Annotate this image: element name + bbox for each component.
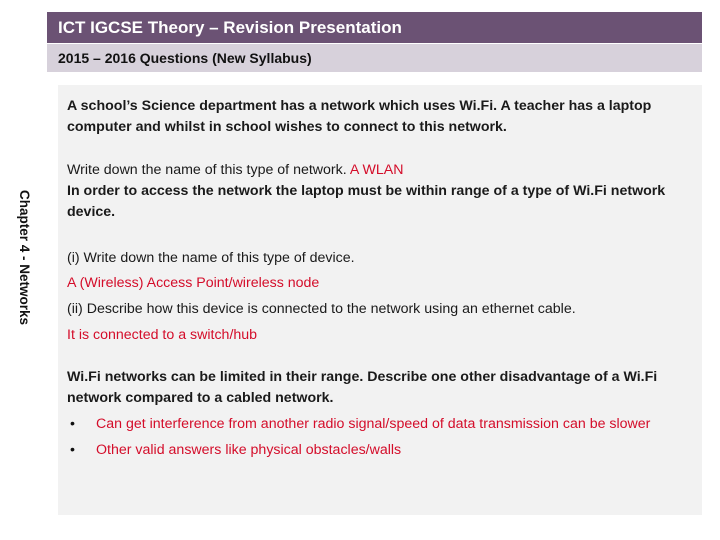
bullet-icon: • bbox=[70, 442, 75, 458]
q2i-answer: A (Wireless) Access Point/wireless node bbox=[67, 275, 320, 291]
slide-title: ICT IGCSE Theory – Revision Presentation bbox=[47, 12, 702, 43]
question-3: Wi.Fi networks can be limited in their range. Describe one other disadvantage of a Wi.Fi network compared to a cabled network. bbox=[67, 369, 658, 406]
q3-answer-list bbox=[67, 414, 697, 461]
q2i-prompt: (i) Write down the name of this type of device. bbox=[67, 250, 355, 266]
question-intro: A school’s Science department has a network which uses Wi.Fi. A teacher has a laptop computer and whilst in school wishes to connect to this network. bbox=[67, 98, 652, 135]
q1-prompt: Write down the name of this type of network. bbox=[67, 162, 347, 178]
question-1 bbox=[67, 160, 697, 181]
q2ii-prompt: (ii) Describe how this device is connected to the network using an ethernet cable. bbox=[67, 301, 576, 317]
list-item bbox=[67, 440, 697, 461]
q3-answer-2: Other valid answers like physical obstacles/walls bbox=[96, 442, 402, 458]
bullet-icon: • bbox=[70, 416, 75, 432]
list-item bbox=[67, 414, 697, 435]
question-2-context: In order to access the network the laptop must be within range of a type of Wi.Fi network device. bbox=[67, 183, 666, 220]
slide-subtitle: 2015 – 2016 Questions (New Syllabus) bbox=[47, 44, 702, 72]
chapter-side-label: Chapter 4 - Networks bbox=[17, 190, 32, 326]
q2ii-answer: It is connected to a switch/hub bbox=[67, 327, 258, 343]
q1-answer: A WLAN bbox=[349, 162, 404, 178]
q3-answer-1: Can get interference from another radio signal/speed of data transmission can be slower bbox=[96, 416, 651, 432]
